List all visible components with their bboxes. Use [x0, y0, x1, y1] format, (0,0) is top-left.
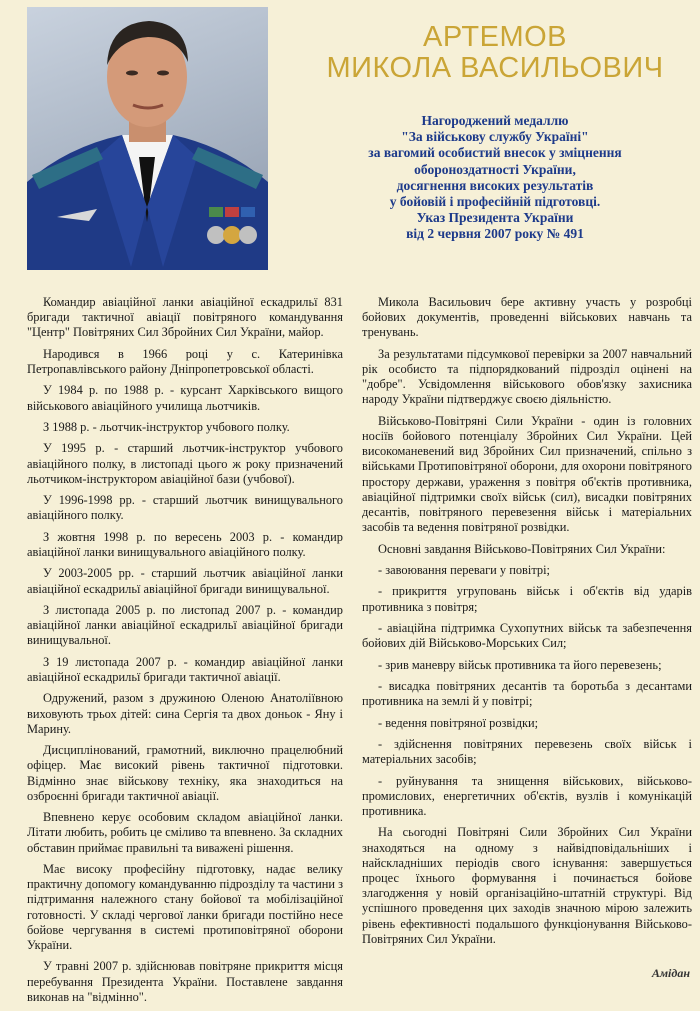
list-item: - прикриття угруповань військ і об'єктів від ударів противника з повітря; [362, 584, 692, 614]
paragraph: З листопада 2005 р. по листопад 2007 р. - командир авіаційної ланки авіаційної ескадрильї авіаційної бригади винищувальної. [27, 602, 343, 648]
paragraph: Командир авіаційної ланки авіаційної ескадрильї 831 бригади тактичної авіації повітряного командування "Центр" Повітряних Сил Збройних Сил України, майор. [27, 295, 343, 340]
paragraph: У 1995 р. - старший льотчик-інструктор учбового авіаційного полку, в листопаді цього ж року призначений льотчиком-інструктором авіаційної бази (учбової). [27, 441, 343, 486]
paragraph: У 1984 р. по 1988 р. - курсант Харківського вищого військового авіаційного училища льотчиків. [27, 383, 343, 413]
award-line: Указ Президента України [416, 210, 574, 226]
list-item: - руйнування та знищення військових, військово-промислових, енергетичних об'єктів, вузлів і комунікацій противника. [362, 773, 692, 818]
paragraph: З жовтня 1998 р. по вересень 2003 р. - командир авіаційної ланки винищувального авіаційного полку. [27, 529, 343, 559]
award-line: обороноздатності України, [414, 161, 576, 177]
paragraph: У травні 2007 р. здійснював повітряне прикриття місця перебування Президента України. Поставлене завдання виконав на "відмінно". [27, 959, 343, 1004]
given-names: МИКОЛА ВАСИЛЬОВИЧ [326, 52, 664, 84]
award-line: "За військову службу Україні" [401, 129, 589, 145]
list-item: - зрив маневру військ противника та його перевезень; [378, 657, 662, 672]
paragraph: Впевнено керує особовим складом авіаційної ланки. Літати любить, робить це сміливо та впевнено. За складних обставин приймає правильні та виважені рішення. [27, 810, 343, 855]
award-line: у бойовій і професійній підготовці. [389, 194, 601, 210]
right-column [362, 295, 692, 953]
list-item: - здійснення повітряних перевезень своїх військ і матеріальних засобів; [362, 736, 692, 767]
paragraph: На сьогодні Повітряні Сили Збройних Сил України знаходяться на одному з найвідповідальніших і найскладніших періодів свого існування: завершується процес їхнього формування і починається бойове злагодження у новій організаційно-штатній структурі. Від успішного проведення цих заходів значною мірою залежить рівень ефективності подальшого функціонування Військово-Повітряних Сил України. [362, 825, 692, 946]
list-item: - ведення повітряної розвідки; [378, 715, 539, 730]
paragraph: З 1988 р. - льотчик-інструктор учбового полку. [43, 419, 290, 434]
award-citation [330, 113, 660, 243]
author-signature: Амідан [651, 966, 690, 980]
paragraph: За результатами підсумкової перевірки за 2007 навчальний рік особисто та підпорядкований підрозділ оцінені на "добре". Усвідомлення військового обов'язку захисника народу України підтверджує своєю діяльністю. [362, 346, 692, 407]
tasks-list [362, 563, 692, 819]
list-item: - авіаційна підтримка Сухопутних військ та забезпечення бойових дій Військово-Морських Сил; [362, 620, 692, 651]
paragraph: Одружений, разом з дружиною Оленою Анатоліївною виховують трьох дітей: сина Сергія та двох доньок - Яну і Марину. [27, 691, 343, 736]
paragraph: Військово-Повітряні Сили України - один із головних носіїв бойового потенціалу Збройних Сил України. Цей високоманевений вид Збройних Сил призначений, спільно з військами Протиповітряної оборони, для охорони повітряного простору держави, ураження з повітря об'єктів противника, авіаційної підтримки своїх військ (сил), висадки повітряних десантів, повітряного перевезення військ і матеріальних засобів та ведення повітряної розвідки. [362, 413, 692, 535]
list-item: - висадка повітряних десантів та боротьба з десантами противника на землі й у повітрі; [362, 678, 692, 709]
paragraph: Має високу професійну підготовку, надає велику практичну допомогу командуванню підрозділу та частини з підтримання належного стану бойової та мобілізаційної готовності. У складі чергової ланки бригади постійно несе бойове чергування в системі протиповітряної оборони України. [27, 861, 343, 952]
award-line: Нагороджений медаллю [421, 113, 569, 128]
paragraph: Дисциплінований, грамотний, виключно працелюбний офіцер. Має високий рівень тактичної підготовки. Відмінно знає військову техніку, яка знаходиться на озброєнні бригади тактичної авіації. [27, 743, 343, 803]
award-line: від 2 червня 2007 року № 491 [406, 226, 584, 242]
left-column [27, 295, 343, 1011]
portrait-illustration [27, 7, 268, 270]
paragraph: У 1996-1998 рр. - старший льотчик винищувального авіаційного полку. [27, 493, 343, 523]
surname: АРТЕМОВ [423, 21, 567, 53]
paragraph: У 2003-2005 рр. - старший льотчик авіаційної ланки авіаційної ескадрильї авіаційної бригади винищувальної. [27, 566, 343, 596]
portrait-photo [27, 7, 268, 270]
award-line: за вагомий особистий внесок у зміцнення [368, 145, 622, 161]
paragraph: Основні завдання Військово-Повітряних Сил України: [378, 541, 666, 556]
person-name [300, 22, 690, 84]
list-item: - завоювання переваги у повітрі; [378, 563, 550, 577]
award-line: досягнення високих результатів [396, 177, 594, 193]
paragraph: Микола Васильович бере активну участь у розробці бойових документів, проведенні військових навчань та тренувань. [362, 295, 692, 340]
paragraph: Народився в 1966 році у с. Катеринівка Петропавлівського району Дніпропетровської області. [27, 346, 343, 376]
paragraph: З 19 листопада 2007 р. - командир авіаційної ланки авіаційної ескадрильї бригади тактичної авіації. [27, 654, 343, 684]
